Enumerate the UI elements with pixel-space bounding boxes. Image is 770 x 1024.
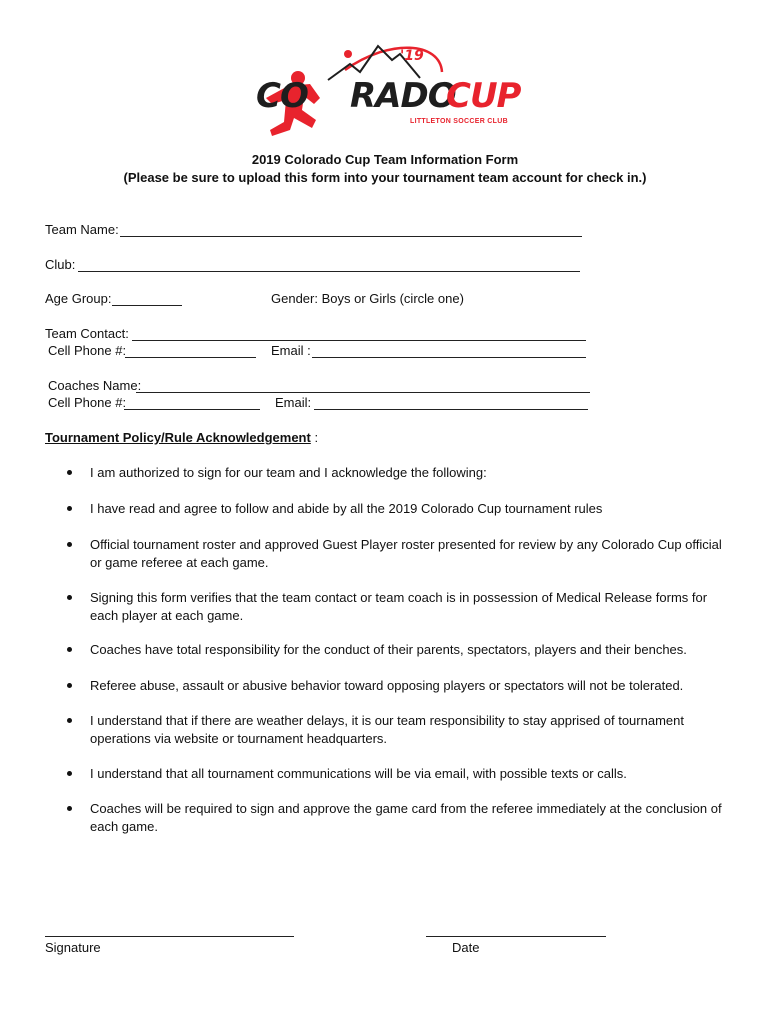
team-contact-label: Team Contact: [45,326,129,341]
cell-phone-label-2: Cell Phone #: [48,395,127,410]
policy-item: Official tournament roster and approved Guest Player roster presented for review by any Colorado Cup official or game referee at each game. [90,537,722,570]
date-field[interactable] [426,920,606,937]
bullet-dot [67,542,72,547]
logo-club: LITTLETON SOCCER CLUB [410,118,508,125]
bullet-dot [67,506,72,511]
policy-item: I understand that if there are weather delays, it is our team responsibility to stay apprised of tournament operations via website or tournament headquarters. [90,713,684,746]
policy-heading-colon: : [310,430,319,445]
logo-word-co: CO [256,76,308,116]
bullet-dot [67,806,72,811]
email-label-2: Email: [275,395,312,410]
cell-phone-field-2[interactable] [124,393,260,410]
colorado-cup-logo [250,38,520,143]
policy-item: I understand that all tournament communications will be via email, with possible texts or calls. [90,766,627,781]
age-group-label: Age Group: [45,291,112,306]
policy-item: Coaches have total responsibility for the conduct of their parents, spectators, players and their benches. [90,642,687,657]
coaches-name-field[interactable] [136,376,590,393]
policy-heading-text: Tournament Policy/Rule Acknowledgement [45,430,311,445]
bullet-dot [67,470,72,475]
logo-word-cup: CUP [446,76,521,116]
policy-item: Signing this form verifies that the team contact or team coach is in possession of Medical Release forms for each player at each game. [90,590,708,623]
policy-heading [45,430,318,445]
club-label: Club: [45,257,76,272]
gender-label[interactable]: Gender: Boys or Girls (circle one) [271,291,464,306]
email-label-1: Email : [271,343,311,358]
bullet-dot [67,683,72,688]
email-field-1[interactable] [312,341,586,358]
team-name-label: Team Name: [45,222,119,237]
bullet-dot [67,771,72,776]
age-group-field[interactable] [112,289,182,306]
team-name-field[interactable] [120,220,582,237]
bullet-dot [67,595,72,600]
cell-phone-label-1: Cell Phone #: [48,343,127,358]
date-label: Date [452,940,480,955]
form-subtitle: (Please be sure to upload this form into your tournament team account for check in.) [123,170,647,185]
bullet-dot [67,718,72,723]
signature-label: Signature [45,940,101,955]
bullet-dot [67,647,72,652]
policy-item: I am authorized to sign for our team and I acknowledge the following: [90,465,487,480]
logo-year: '19 [400,48,424,64]
policy-item: Referee abuse, assault or abusive behavior toward opposing players or spectators will not be tolerated. [90,678,684,693]
logo-word-rado: RADO [350,76,456,116]
form-title: 2019 Colorado Cup Team Information Form [251,152,519,167]
cell-phone-field-1[interactable] [125,341,256,358]
policy-item: Coaches will be required to sign and approve the game card from the referee immediately at the conclusion of each game. [90,801,722,834]
coaches-name-label: Coaches Name: [48,378,142,393]
policy-item: I have read and agree to follow and abide by all the 2019 Colorado Cup tournament rules [90,501,603,516]
email-field-2[interactable] [314,393,588,410]
team-contact-field[interactable] [132,324,586,341]
signature-field[interactable] [45,920,294,937]
club-field[interactable] [78,255,580,272]
